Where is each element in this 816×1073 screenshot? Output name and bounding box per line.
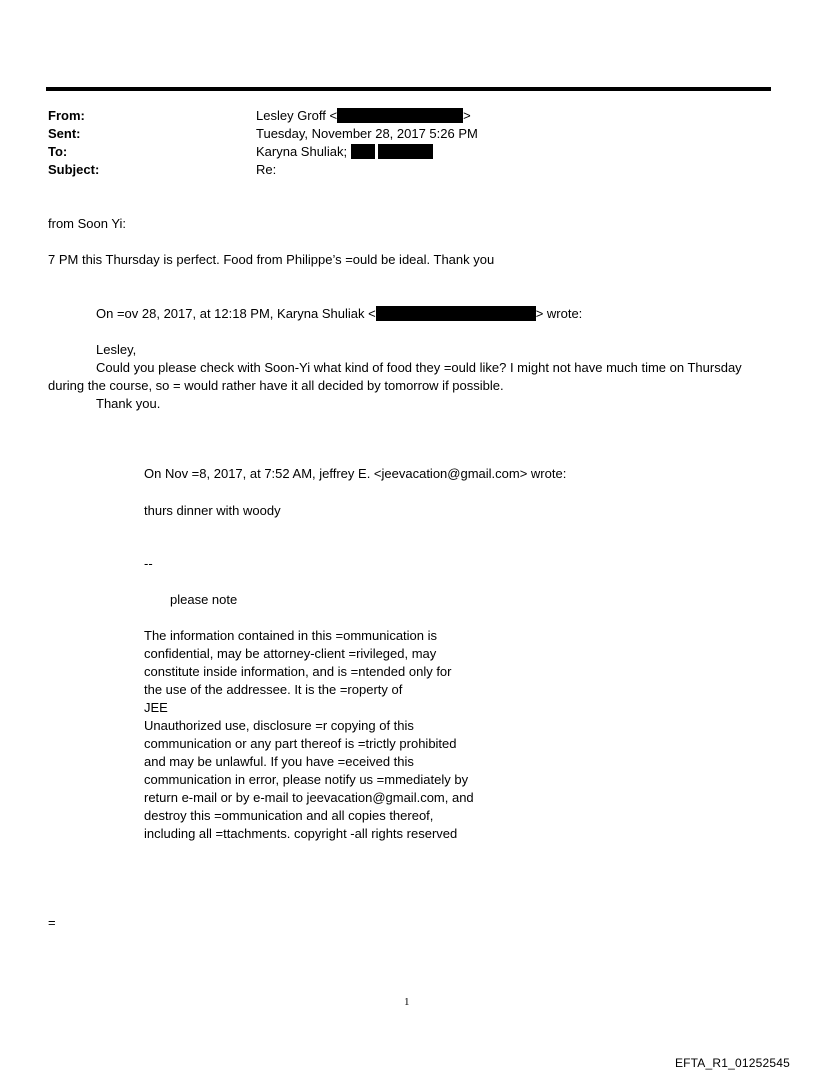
disclaimer-line: The information contained in this =ommunication is <box>144 628 438 643</box>
header-rule <box>46 87 771 91</box>
quote1-header-prefix: On =ov 28, 2017, at 12:18 PM, Karyna Shuliak < <box>96 306 376 321</box>
disclaimer-line: Unauthorized use, disclosure =r copying of this <box>144 718 414 733</box>
note-title: please note <box>170 592 238 607</box>
disclaimer-line: communication in error, please notify us =mmediately by <box>144 772 469 787</box>
from-value <box>256 108 471 123</box>
subject-value: Re: <box>256 162 277 177</box>
signature-separator: -- <box>144 556 153 571</box>
quote2-header: On Nov =8, 2017, at 7:52 AM, jeffrey E. <jeevacation@gmail.com> wrote: <box>144 466 567 481</box>
sent-value: Tuesday, November 28, 2017 5:26 PM <box>256 126 478 141</box>
disclaimer-line: including all =ttachments. copyright -all rights reserved <box>144 826 458 841</box>
to-value <box>256 144 433 159</box>
redaction-box <box>337 108 463 123</box>
quote1-header-suffix: > wrote: <box>535 306 583 321</box>
body-reply: 7 PM this Thursday is perfect. Food from Philippe’s =ould be ideal. Thank you <box>48 252 495 267</box>
body-intro: from Soon Yi: <box>48 216 127 231</box>
disclaimer-line: communication or any part thereof is =trictly prohibited <box>144 736 457 751</box>
redaction-box <box>376 306 536 321</box>
from-close: > <box>463 108 471 123</box>
quote1-header <box>96 306 582 321</box>
document-id: EFTA_R1_01252545 <box>674 1056 790 1070</box>
page-number: 1 <box>404 996 410 1008</box>
redaction-box <box>378 144 433 159</box>
disclaimer-line: constitute inside information, and is =ntended only for <box>144 664 452 679</box>
from-label: From: <box>48 108 85 123</box>
sent-label: Sent: <box>48 126 81 141</box>
to-label: To: <box>48 144 68 159</box>
quote1-line2: during the course, so = would rather have it all decided by tomorrow if possible. <box>48 378 504 393</box>
disclaimer-line: confidential, may be attorney-client =rivileged, may <box>144 646 437 661</box>
quote1-line1: Could you please check with Soon-Yi what kind of food they =ould like? I might not have much time on Thursday <box>96 360 742 375</box>
from-name: Lesley Groff < <box>256 108 338 123</box>
disclaimer-line: and may be unlawful. If you have =eceived this <box>144 754 414 769</box>
disclaimer-line: destroy this =ommunication and all copies thereof, <box>144 808 434 823</box>
quote1-closing: Thank you. <box>96 396 161 411</box>
redaction-box <box>351 144 375 159</box>
disclaimer-line: JEE <box>144 700 168 715</box>
disclaimer-line: the use of the addressee. It is the =roperty of <box>144 682 403 697</box>
to-recipient: Karyna Shuliak; <box>256 144 348 159</box>
trailing-equals: = <box>48 915 56 930</box>
subject-label: Subject: <box>48 162 100 177</box>
quote1-greeting: Lesley, <box>96 342 137 357</box>
quote2-message: thurs dinner with woody <box>144 503 281 518</box>
disclaimer-line: return e-mail or by e-mail to jeevacation@gmail.com, and <box>144 790 474 805</box>
